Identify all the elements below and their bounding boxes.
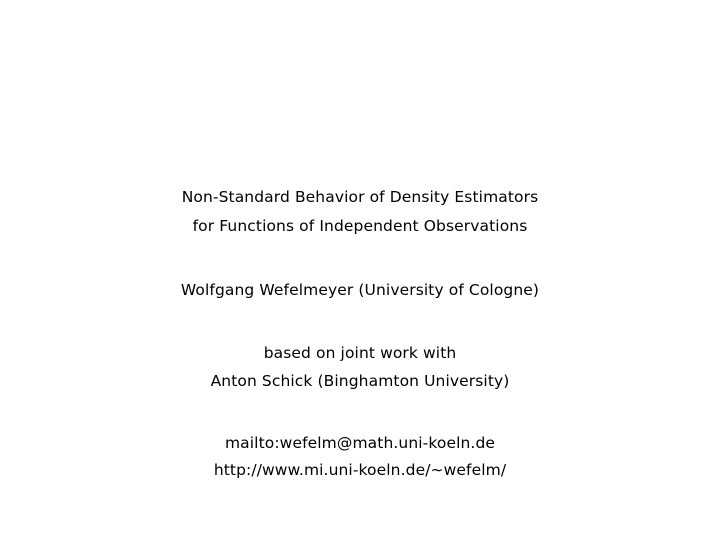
coauthor: Anton Schick (Binghamton University) xyxy=(210,372,510,390)
email-link[interactable]: mailto:wefelm@math.uni-koeln.de xyxy=(224,434,496,452)
author: Wolfgang Wefelmeyer (University of Cologne) xyxy=(180,281,540,299)
title-line-2: for Functions of Independent Observations xyxy=(192,217,528,235)
collaboration-intro: based on joint work with xyxy=(263,344,457,362)
homepage-link[interactable]: http://www.mi.uni-koeln.de/∼wefelm/ xyxy=(213,461,507,479)
title-line-1: Non-Standard Behavior of Density Estimators xyxy=(181,188,539,206)
